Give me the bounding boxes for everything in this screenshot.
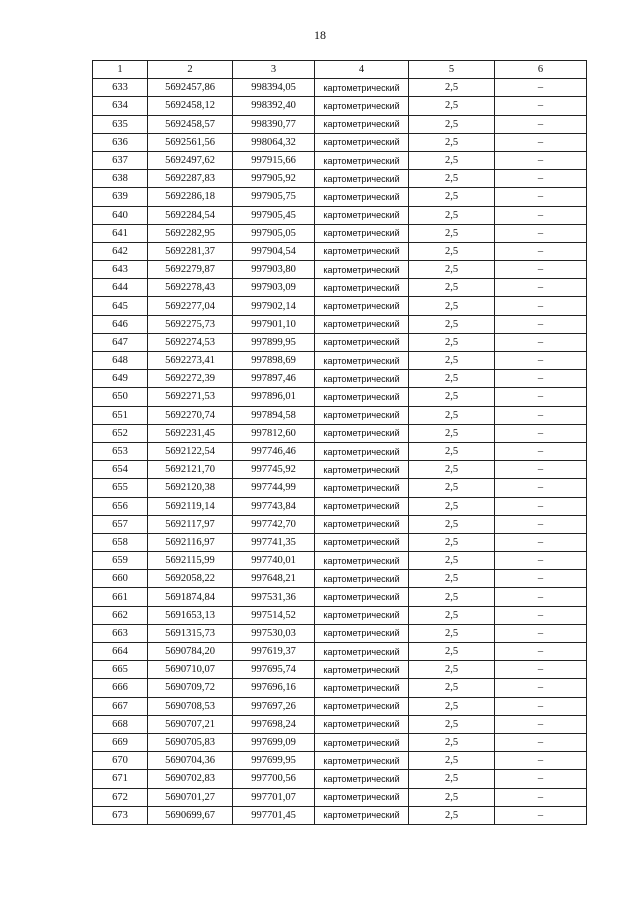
accuracy-cell: 2,5 (409, 424, 495, 442)
point-number-cell: 663 (93, 624, 148, 642)
point-number-cell: 644 (93, 279, 148, 297)
y-coordinate-cell: 997746,46 (233, 442, 315, 460)
note-cell: – (495, 788, 587, 806)
table-row (93, 333, 587, 351)
point-number-cell: 670 (93, 752, 148, 770)
table-row (93, 97, 587, 115)
accuracy-cell: 2,5 (409, 133, 495, 151)
y-coordinate-cell: 997904,54 (233, 242, 315, 260)
x-coordinate-cell: 5692287,83 (148, 170, 233, 188)
method-cell: картометрический (315, 115, 409, 133)
point-number-cell: 668 (93, 715, 148, 733)
point-number-cell: 639 (93, 188, 148, 206)
y-coordinate-cell: 997899,95 (233, 333, 315, 351)
point-number-cell: 656 (93, 497, 148, 515)
y-coordinate-cell: 997531,36 (233, 588, 315, 606)
note-cell: – (495, 770, 587, 788)
accuracy-cell: 2,5 (409, 206, 495, 224)
accuracy-cell: 2,5 (409, 115, 495, 133)
table-row (93, 697, 587, 715)
x-coordinate-cell: 5691874,84 (148, 588, 233, 606)
column-header-4: 4 (315, 61, 409, 79)
table-row (93, 170, 587, 188)
x-coordinate-cell: 5690702,83 (148, 770, 233, 788)
note-cell: – (495, 115, 587, 133)
point-number-cell: 669 (93, 733, 148, 751)
table-row (93, 261, 587, 279)
table-row (93, 588, 587, 606)
table-row (93, 661, 587, 679)
x-coordinate-cell: 5692278,43 (148, 279, 233, 297)
y-coordinate-cell: 998390,77 (233, 115, 315, 133)
coordinates-table (92, 60, 587, 825)
method-cell: картометрический (315, 733, 409, 751)
y-coordinate-cell: 997514,52 (233, 606, 315, 624)
method-cell: картометрический (315, 606, 409, 624)
y-coordinate-cell: 997701,45 (233, 806, 315, 824)
point-number-cell: 672 (93, 788, 148, 806)
x-coordinate-cell: 5690707,21 (148, 715, 233, 733)
point-number-cell: 658 (93, 533, 148, 551)
y-coordinate-cell: 997701,07 (233, 788, 315, 806)
note-cell: – (495, 333, 587, 351)
note-cell: – (495, 697, 587, 715)
accuracy-cell: 2,5 (409, 297, 495, 315)
accuracy-cell: 2,5 (409, 97, 495, 115)
point-number-cell: 654 (93, 461, 148, 479)
table-row (93, 151, 587, 169)
method-cell: картометрический (315, 533, 409, 551)
y-coordinate-cell: 997530,03 (233, 624, 315, 642)
column-header-3: 3 (233, 61, 315, 79)
method-cell: картометрический (315, 661, 409, 679)
method-cell: картометрический (315, 151, 409, 169)
point-number-cell: 646 (93, 315, 148, 333)
y-coordinate-cell: 997697,26 (233, 697, 315, 715)
x-coordinate-cell: 5692497,62 (148, 151, 233, 169)
table-row (93, 552, 587, 570)
x-coordinate-cell: 5692272,39 (148, 370, 233, 388)
point-number-cell: 637 (93, 151, 148, 169)
y-coordinate-cell: 997897,46 (233, 370, 315, 388)
note-cell: – (495, 242, 587, 260)
x-coordinate-cell: 5692279,87 (148, 261, 233, 279)
accuracy-cell: 2,5 (409, 588, 495, 606)
y-coordinate-cell: 997740,01 (233, 552, 315, 570)
method-cell: картометрический (315, 643, 409, 661)
accuracy-cell: 2,5 (409, 606, 495, 624)
y-coordinate-cell: 998394,05 (233, 79, 315, 97)
accuracy-cell: 2,5 (409, 733, 495, 751)
column-header-6: 6 (495, 61, 587, 79)
x-coordinate-cell: 5692273,41 (148, 352, 233, 370)
accuracy-cell: 2,5 (409, 479, 495, 497)
table-row (93, 370, 587, 388)
y-coordinate-cell: 997744,99 (233, 479, 315, 497)
accuracy-cell: 2,5 (409, 406, 495, 424)
accuracy-cell: 2,5 (409, 788, 495, 806)
y-coordinate-cell: 997905,75 (233, 188, 315, 206)
method-cell: картометрический (315, 170, 409, 188)
accuracy-cell: 2,5 (409, 261, 495, 279)
x-coordinate-cell: 5692282,95 (148, 224, 233, 242)
note-cell: – (495, 570, 587, 588)
table-row (93, 115, 587, 133)
table-row (93, 79, 587, 97)
x-coordinate-cell: 5692115,99 (148, 552, 233, 570)
note-cell: – (495, 806, 587, 824)
note-cell: – (495, 79, 587, 97)
point-number-cell: 648 (93, 352, 148, 370)
accuracy-cell: 2,5 (409, 715, 495, 733)
point-number-cell: 653 (93, 442, 148, 460)
accuracy-cell: 2,5 (409, 643, 495, 661)
method-cell: картометрический (315, 497, 409, 515)
note-cell: – (495, 643, 587, 661)
accuracy-cell: 2,5 (409, 697, 495, 715)
point-number-cell: 673 (93, 806, 148, 824)
table-body (93, 79, 587, 825)
x-coordinate-cell: 5692561,56 (148, 133, 233, 151)
accuracy-cell: 2,5 (409, 752, 495, 770)
y-coordinate-cell: 997901,10 (233, 315, 315, 333)
note-cell: – (495, 533, 587, 551)
table-row (93, 242, 587, 260)
method-cell: картометрический (315, 315, 409, 333)
note-cell: – (495, 315, 587, 333)
method-cell: картометрический (315, 97, 409, 115)
point-number-cell: 660 (93, 570, 148, 588)
table-row (93, 442, 587, 460)
y-coordinate-cell: 997896,01 (233, 388, 315, 406)
table-row (93, 352, 587, 370)
table-row (93, 624, 587, 642)
accuracy-cell: 2,5 (409, 333, 495, 351)
y-coordinate-cell: 997700,56 (233, 770, 315, 788)
method-cell: картометрический (315, 770, 409, 788)
y-coordinate-cell: 997742,70 (233, 515, 315, 533)
y-coordinate-cell: 997903,09 (233, 279, 315, 297)
method-cell: картометрический (315, 515, 409, 533)
y-coordinate-cell: 997745,92 (233, 461, 315, 479)
method-cell: картометрический (315, 442, 409, 460)
x-coordinate-cell: 5692117,97 (148, 515, 233, 533)
x-coordinate-cell: 5692458,12 (148, 97, 233, 115)
note-cell: – (495, 661, 587, 679)
x-coordinate-cell: 5690699,67 (148, 806, 233, 824)
method-cell: картометрический (315, 242, 409, 260)
method-cell: картометрический (315, 479, 409, 497)
x-coordinate-cell: 5692116,97 (148, 533, 233, 551)
y-coordinate-cell: 997903,80 (233, 261, 315, 279)
point-number-cell: 664 (93, 643, 148, 661)
point-number-cell: 655 (93, 479, 148, 497)
accuracy-cell: 2,5 (409, 242, 495, 260)
note-cell: – (495, 679, 587, 697)
accuracy-cell: 2,5 (409, 79, 495, 97)
table-row (93, 133, 587, 151)
note-cell: – (495, 297, 587, 315)
method-cell: картометрический (315, 333, 409, 351)
table-row (93, 388, 587, 406)
table-row (93, 188, 587, 206)
point-number-cell: 643 (93, 261, 148, 279)
x-coordinate-cell: 5690710,07 (148, 661, 233, 679)
accuracy-cell: 2,5 (409, 552, 495, 570)
point-number-cell: 665 (93, 661, 148, 679)
note-cell: – (495, 388, 587, 406)
accuracy-cell: 2,5 (409, 497, 495, 515)
note-cell: – (495, 624, 587, 642)
note-cell: – (495, 406, 587, 424)
accuracy-cell: 2,5 (409, 806, 495, 824)
y-coordinate-cell: 997743,84 (233, 497, 315, 515)
y-coordinate-cell: 997699,09 (233, 733, 315, 751)
point-number-cell: 647 (93, 333, 148, 351)
x-coordinate-cell: 5692458,57 (148, 115, 233, 133)
method-cell: картометрический (315, 279, 409, 297)
accuracy-cell: 2,5 (409, 533, 495, 551)
accuracy-cell: 2,5 (409, 370, 495, 388)
x-coordinate-cell: 5692284,54 (148, 206, 233, 224)
x-coordinate-cell: 5692121,70 (148, 461, 233, 479)
x-coordinate-cell: 5692122,54 (148, 442, 233, 460)
x-coordinate-cell: 5692271,53 (148, 388, 233, 406)
point-number-cell: 667 (93, 697, 148, 715)
y-coordinate-cell: 998064,32 (233, 133, 315, 151)
accuracy-cell: 2,5 (409, 661, 495, 679)
table-row (93, 406, 587, 424)
point-number-cell: 652 (93, 424, 148, 442)
note-cell: – (495, 133, 587, 151)
table-row (93, 461, 587, 479)
point-number-cell: 650 (93, 388, 148, 406)
table-row (93, 315, 587, 333)
method-cell: картометрический (315, 461, 409, 479)
y-coordinate-cell: 997898,69 (233, 352, 315, 370)
note-cell: – (495, 442, 587, 460)
note-cell: – (495, 497, 587, 515)
method-cell: картометрический (315, 133, 409, 151)
accuracy-cell: 2,5 (409, 352, 495, 370)
table-row (93, 733, 587, 751)
method-cell: картометрический (315, 188, 409, 206)
x-coordinate-cell: 5691653,13 (148, 606, 233, 624)
note-cell: – (495, 170, 587, 188)
point-number-cell: 638 (93, 170, 148, 188)
table-row (93, 606, 587, 624)
method-cell: картометрический (315, 261, 409, 279)
y-coordinate-cell: 997619,37 (233, 643, 315, 661)
method-cell: картометрический (315, 570, 409, 588)
header-row (93, 61, 587, 79)
method-cell: картометрический (315, 424, 409, 442)
note-cell: – (495, 606, 587, 624)
accuracy-cell: 2,5 (409, 170, 495, 188)
method-cell: картометрический (315, 388, 409, 406)
method-cell: картометрический (315, 697, 409, 715)
note-cell: – (495, 552, 587, 570)
y-coordinate-cell: 997699,95 (233, 752, 315, 770)
note-cell: – (495, 224, 587, 242)
table-row (93, 570, 587, 588)
note-cell: – (495, 733, 587, 751)
point-number-cell: 659 (93, 552, 148, 570)
table-row (93, 715, 587, 733)
table-row (93, 679, 587, 697)
table-row (93, 424, 587, 442)
point-number-cell: 645 (93, 297, 148, 315)
x-coordinate-cell: 5690708,53 (148, 697, 233, 715)
point-number-cell: 661 (93, 588, 148, 606)
note-cell: – (495, 188, 587, 206)
y-coordinate-cell: 997905,45 (233, 206, 315, 224)
y-coordinate-cell: 997648,21 (233, 570, 315, 588)
accuracy-cell: 2,5 (409, 770, 495, 788)
method-cell: картометрический (315, 679, 409, 697)
note-cell: – (495, 261, 587, 279)
x-coordinate-cell: 5690709,72 (148, 679, 233, 697)
note-cell: – (495, 151, 587, 169)
note-cell: – (495, 515, 587, 533)
method-cell: картометрический (315, 588, 409, 606)
table-row (93, 497, 587, 515)
note-cell: – (495, 479, 587, 497)
accuracy-cell: 2,5 (409, 442, 495, 460)
column-header-2: 2 (148, 61, 233, 79)
accuracy-cell: 2,5 (409, 624, 495, 642)
y-coordinate-cell: 997695,74 (233, 661, 315, 679)
y-coordinate-cell: 997905,92 (233, 170, 315, 188)
method-cell: картометрический (315, 370, 409, 388)
table-row (93, 479, 587, 497)
accuracy-cell: 2,5 (409, 570, 495, 588)
x-coordinate-cell: 5692281,37 (148, 242, 233, 260)
x-coordinate-cell: 5692274,53 (148, 333, 233, 351)
accuracy-cell: 2,5 (409, 515, 495, 533)
column-header-1: 1 (93, 61, 148, 79)
column-header-5: 5 (409, 61, 495, 79)
x-coordinate-cell: 5692120,38 (148, 479, 233, 497)
point-number-cell: 641 (93, 224, 148, 242)
note-cell: – (495, 352, 587, 370)
page-number: 18 (314, 28, 326, 42)
point-number-cell: 633 (93, 79, 148, 97)
point-number-cell: 640 (93, 206, 148, 224)
x-coordinate-cell: 5692457,86 (148, 79, 233, 97)
accuracy-cell: 2,5 (409, 315, 495, 333)
x-coordinate-cell: 5692277,04 (148, 297, 233, 315)
point-number-cell: 642 (93, 242, 148, 260)
method-cell: картометрический (315, 352, 409, 370)
note-cell: – (495, 97, 587, 115)
x-coordinate-cell: 5690704,36 (148, 752, 233, 770)
accuracy-cell: 2,5 (409, 461, 495, 479)
y-coordinate-cell: 997894,58 (233, 406, 315, 424)
accuracy-cell: 2,5 (409, 224, 495, 242)
method-cell: картометрический (315, 206, 409, 224)
table-row (93, 279, 587, 297)
x-coordinate-cell: 5692275,73 (148, 315, 233, 333)
note-cell: – (495, 206, 587, 224)
accuracy-cell: 2,5 (409, 679, 495, 697)
point-number-cell: 651 (93, 406, 148, 424)
y-coordinate-cell: 998392,40 (233, 97, 315, 115)
x-coordinate-cell: 5690784,20 (148, 643, 233, 661)
table-row (93, 224, 587, 242)
table-row (93, 806, 587, 824)
method-cell: картометрический (315, 752, 409, 770)
method-cell: картометрический (315, 715, 409, 733)
y-coordinate-cell: 997698,24 (233, 715, 315, 733)
x-coordinate-cell: 5690705,83 (148, 733, 233, 751)
method-cell: картометрический (315, 788, 409, 806)
note-cell: – (495, 424, 587, 442)
note-cell: – (495, 588, 587, 606)
x-coordinate-cell: 5692286,18 (148, 188, 233, 206)
point-number-cell: 635 (93, 115, 148, 133)
point-number-cell: 634 (93, 97, 148, 115)
table-row (93, 206, 587, 224)
table-row (93, 533, 587, 551)
method-cell: картометрический (315, 552, 409, 570)
point-number-cell: 657 (93, 515, 148, 533)
note-cell: – (495, 370, 587, 388)
table-row (93, 788, 587, 806)
point-number-cell: 666 (93, 679, 148, 697)
method-cell: картометрический (315, 79, 409, 97)
x-coordinate-cell: 5692119,14 (148, 497, 233, 515)
table-row (93, 643, 587, 661)
y-coordinate-cell: 997741,35 (233, 533, 315, 551)
table-row (93, 297, 587, 315)
x-coordinate-cell: 5692270,74 (148, 406, 233, 424)
y-coordinate-cell: 997902,14 (233, 297, 315, 315)
method-cell: картометрический (315, 297, 409, 315)
x-coordinate-cell: 5691315,73 (148, 624, 233, 642)
y-coordinate-cell: 997812,60 (233, 424, 315, 442)
accuracy-cell: 2,5 (409, 151, 495, 169)
accuracy-cell: 2,5 (409, 279, 495, 297)
point-number-cell: 636 (93, 133, 148, 151)
y-coordinate-cell: 997905,05 (233, 224, 315, 242)
y-coordinate-cell: 997915,66 (233, 151, 315, 169)
y-coordinate-cell: 997696,16 (233, 679, 315, 697)
point-number-cell: 671 (93, 770, 148, 788)
table-row (93, 770, 587, 788)
table-row (93, 752, 587, 770)
method-cell: картометрический (315, 224, 409, 242)
accuracy-cell: 2,5 (409, 388, 495, 406)
note-cell: – (495, 279, 587, 297)
method-cell: картометрический (315, 806, 409, 824)
method-cell: картометрический (315, 624, 409, 642)
x-coordinate-cell: 5692231,45 (148, 424, 233, 442)
note-cell: – (495, 461, 587, 479)
point-number-cell: 662 (93, 606, 148, 624)
method-cell: картометрический (315, 406, 409, 424)
x-coordinate-cell: 5690701,27 (148, 788, 233, 806)
point-number-cell: 649 (93, 370, 148, 388)
table-row (93, 515, 587, 533)
accuracy-cell: 2,5 (409, 188, 495, 206)
note-cell: – (495, 715, 587, 733)
x-coordinate-cell: 5692058,22 (148, 570, 233, 588)
note-cell: – (495, 752, 587, 770)
